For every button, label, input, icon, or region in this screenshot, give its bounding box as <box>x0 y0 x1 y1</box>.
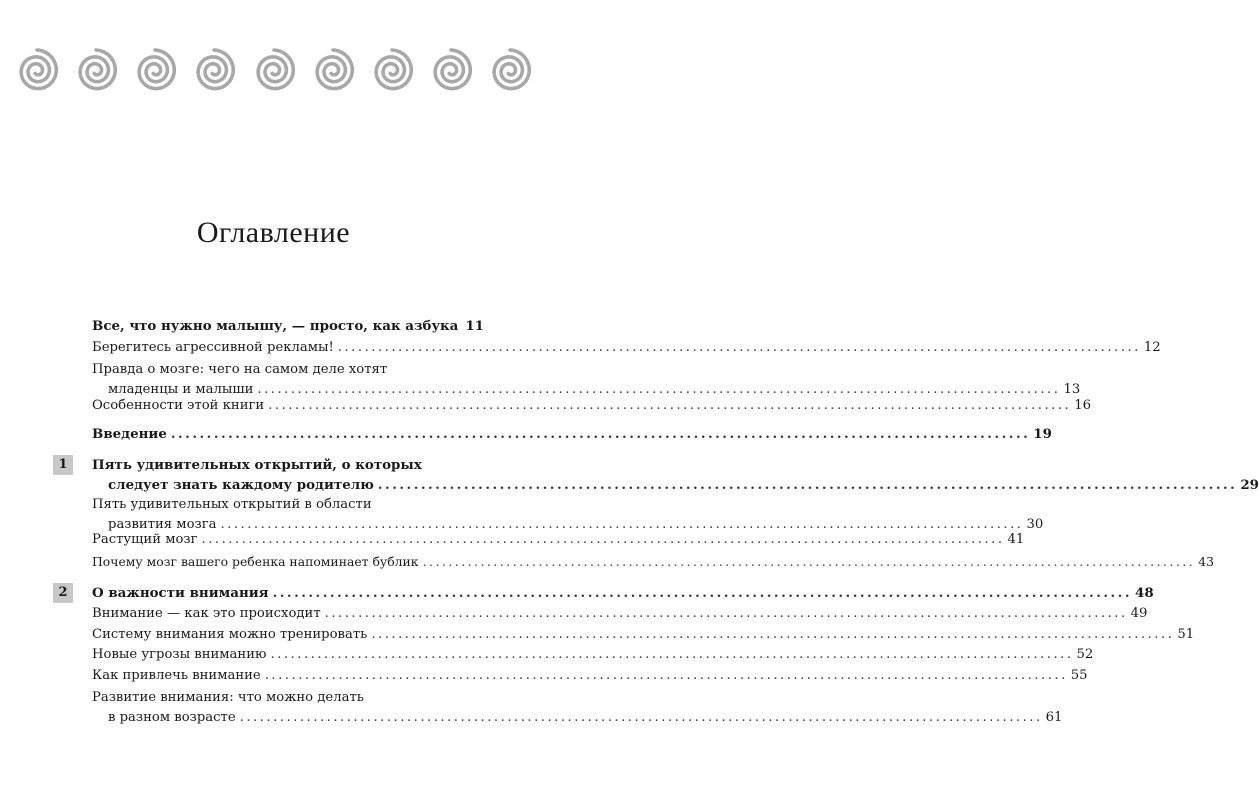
toc-entry[interactable] <box>92 583 1154 603</box>
toc-entry[interactable] <box>92 604 1148 624</box>
toc-entry-title: Берегитесь агрессивной рекламы! <box>92 340 334 355</box>
toc-page-number: 30 <box>1026 517 1044 532</box>
spiral-icon <box>426 46 476 96</box>
toc-entry[interactable] <box>92 645 1094 665</box>
toc-page-number: 19 <box>1033 426 1052 442</box>
dot-leader: ........................................................................................................................ <box>201 532 1005 547</box>
toc-entry-title: Правда о мозге: чего на самом деле хотят <box>92 362 388 377</box>
toc-entry-title: Внимание — как это происходит <box>92 606 321 621</box>
toc-page-number: 49 <box>1130 606 1148 621</box>
toc-entry-title: Все, что нужно малышу, — просто, как азбука <box>92 318 459 334</box>
dot-leader: ........................................................................................................................ <box>272 585 1133 601</box>
chapter-number-badge: 1 <box>53 455 73 475</box>
dot-leader: ........................................................................................................................ <box>270 647 1074 662</box>
toc-entry[interactable] <box>92 396 1091 416</box>
toc-entry[interactable] <box>92 688 1063 728</box>
toc-page-number: 13 <box>1063 382 1081 397</box>
toc-entry[interactable] <box>92 424 1052 444</box>
spiral-icon <box>12 46 62 96</box>
toc-entry-title: Введение <box>92 426 167 442</box>
toc-entry-title: Пять удивительных открытий, о которых <box>92 457 422 473</box>
toc-page-number: 11 <box>465 318 484 334</box>
toc-entry-title: Систему внимания можно тренировать <box>92 627 368 642</box>
toc-entry[interactable] <box>92 552 1214 572</box>
dot-leader: ........................................................................................................................ <box>371 627 1175 642</box>
toc-entry-title: в разном возрасте <box>108 710 236 725</box>
toc-entry-title: Растущий мозг <box>92 532 198 547</box>
toc-page-number: 43 <box>1198 554 1214 569</box>
toc-entry-title: Пять удивительных открытий в области <box>92 497 372 512</box>
toc-page-number: 12 <box>1143 340 1161 355</box>
toc-entry[interactable] <box>92 316 484 336</box>
toc-entry-title: следует знать каждому родителю <box>108 477 374 493</box>
ornament-row <box>12 44 535 98</box>
dot-leader: ........................................................................................................................ <box>377 477 1238 493</box>
chapter-number-badge: 2 <box>53 583 73 603</box>
dot-leader: ........................................................................................................................ <box>170 426 1031 442</box>
toc-entry-title: развития мозга <box>108 517 217 532</box>
toc-page-number: 48 <box>1135 585 1154 601</box>
toc-page-number: 52 <box>1076 647 1094 662</box>
toc-entry[interactable] <box>92 360 1081 400</box>
spiral-icon <box>485 46 535 96</box>
toc-page-number: 55 <box>1070 668 1088 683</box>
dot-leader: ........................................................................................................................ <box>337 340 1141 355</box>
toc-page-number: 61 <box>1045 710 1063 725</box>
toc-entry[interactable] <box>92 495 1044 535</box>
toc-entry-title: младенцы и малыши <box>108 382 254 397</box>
spiral-icon <box>71 46 121 96</box>
toc-entry-title: Почему мозг вашего ребенка напоминает бублик <box>92 554 419 569</box>
toc-page-number: 41 <box>1007 532 1025 547</box>
dot-leader: ........................................................................................................................ <box>264 668 1068 683</box>
page-title: Оглавление <box>196 216 351 249</box>
spiral-icon <box>189 46 239 96</box>
dot-leader: ........................................................................................................................ <box>422 554 1196 569</box>
spiral-icon <box>249 46 299 96</box>
spiral-icon <box>308 46 358 96</box>
toc-page-number: 16 <box>1074 398 1091 413</box>
dot-leader: ........................................................................................................................ <box>324 606 1128 621</box>
toc-entry[interactable] <box>92 338 1161 358</box>
dot-leader: ........................................................................................................................ <box>268 398 1072 413</box>
toc-entry[interactable] <box>92 625 1195 645</box>
toc-entry-title: О важности внимания <box>92 585 269 601</box>
dot-leader: ........................................................................................................................ <box>239 710 1043 725</box>
toc-entry[interactable] <box>92 455 1259 495</box>
toc-page-number: 51 <box>1177 627 1195 642</box>
toc-page-number: 29 <box>1240 477 1259 493</box>
dot-leader: ........................................................................................................................ <box>257 382 1061 397</box>
spiral-icon <box>130 46 180 96</box>
toc-entry[interactable] <box>92 666 1088 686</box>
toc-entry[interactable] <box>92 530 1025 550</box>
dot-leader: ........................................................................................................................ <box>220 517 1024 532</box>
toc-entry-title: Как привлечь внимание <box>92 668 261 683</box>
toc-entry-title: Новые угрозы вниманию <box>92 647 267 662</box>
toc-entry-title: Особенности этой книги <box>92 398 265 413</box>
toc-entry-title: Развитие внимания: что можно делать <box>92 690 364 705</box>
spiral-icon <box>367 46 417 96</box>
